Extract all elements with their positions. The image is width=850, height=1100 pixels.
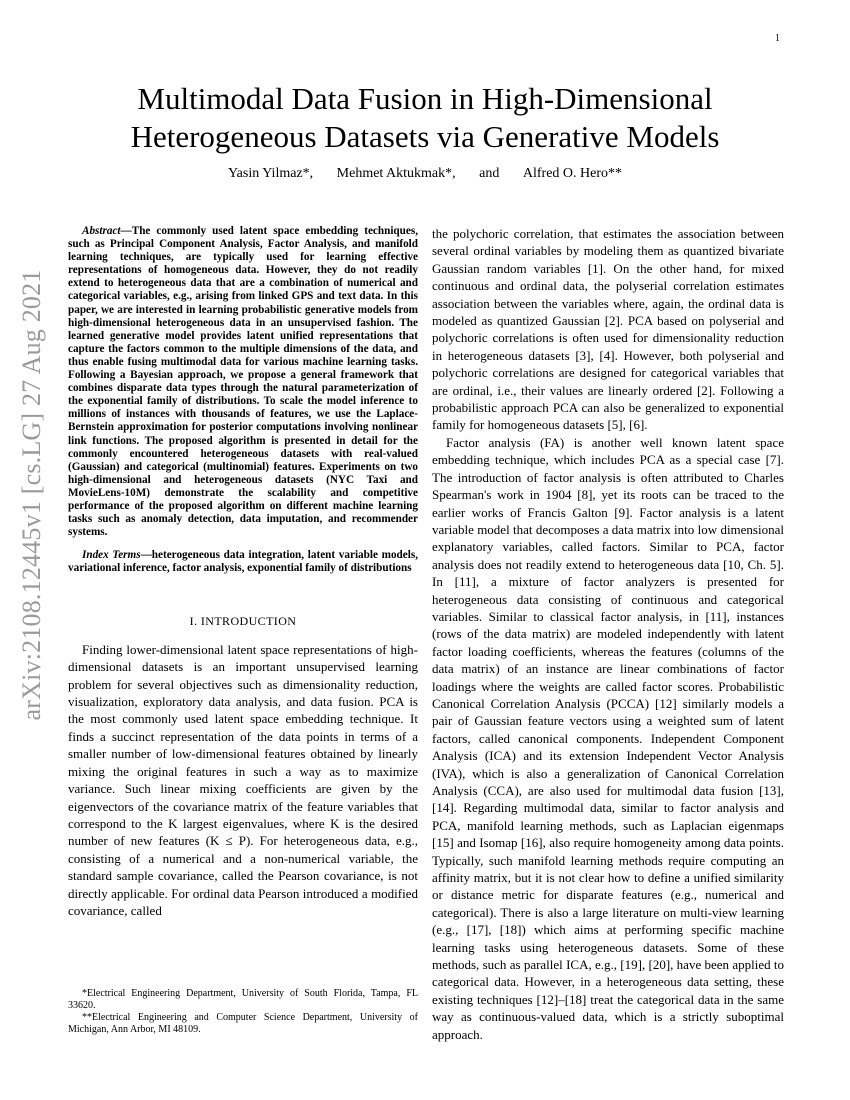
left-column	[68, 225, 418, 919]
page-number: 1	[775, 33, 780, 44]
author-conjunction: and	[479, 166, 500, 181]
title-line-1: Multimodal Data Fusion in High-Dimensional	[137, 81, 713, 116]
author-list	[0, 166, 850, 182]
footnote-1: *Electrical Engineering Department, University of South Florida, Tampa, FL 33620.	[68, 988, 418, 1011]
right-column	[432, 225, 784, 1043]
abstract	[68, 225, 418, 539]
footnote-2: **Electrical Engineering and Computer Science Department, University of Michigan, Ann Arbor, MI 48109.	[68, 1012, 418, 1035]
section-heading: I. INTRODUCTION	[189, 614, 297, 629]
author-1: Yasin Yilmaz*,	[227, 166, 314, 181]
arxiv-stamp: arXiv:2108.12445v1 [cs.LG] 27 Aug 2021	[17, 269, 46, 721]
paper-title	[0, 80, 850, 156]
index-terms-label: Index Terms	[82, 549, 141, 562]
footnotes	[68, 988, 418, 1036]
author-2: Mehmet Aktukmak*,	[336, 166, 456, 181]
author-3: Alfred O. Hero**	[522, 166, 623, 181]
arxiv-stamp-area	[2, 269, 62, 721]
title-line-2: Heterogeneous Datasets via Generative Models	[130, 119, 720, 154]
body-paragraph-1: the polychoric correlation, that estimates the association between several ordinal variables by modeling them as quantized bivariate Gaussian random variables [1]. On the other hand, for mixed continuous and ordinal data, the polyserial correlation estimates association between the variables where, again, the ordinal data is modeled as quantized Gaussian [2]. PCA based on polyserial and polychoric correlations is often used for dimensionality reduction in heterogeneous datasets [3], [4]. However, both polyserial and polychoric correlations are designed for categorical variables that are ordinal, i.e., their values are linearly ordered [2]. Following a probabilistic approach PCA can also be generalized to exponential family for homogeneous datasets [5], [6].	[432, 226, 784, 433]
index-terms	[68, 549, 418, 575]
abstract-text: —The commonly used latent space embedding techniques, such as Principal Component Analysis, Factor Analysis, and manifold learning techniques, are typically used for learning effective representations of homogeneous data. However, they do not readily extend to heterogeneous data that are a combination of numerical and categorical variables, e.g., arising from linked GPS and text data. In this paper, we are interested in learning probabilistic generative models from high-dimensional heterogeneous data in an unsupervised fashion. The learned generative model provides latent unified representations that capture the factors common to the multiple dimensions of the data, and thus enable fusing multimodal data for various machine learning tasks. Following a Bayesian approach, we propose a general framework that combines disparate data types through the natural parameterization of the exponential family of distributions. To scale the model inference to millions of instances with thousands of features, we use the Laplace-Bernstein approximation for posterior computations involving nonlinear link functions. The proposed algorithm is presented in detail for the commonly encountered heterogeneous datasets with real-valued (Gaussian) and categorical (multinomial) features. Experiments on two high-dimensional and heterogeneous datasets (NYC Taxi and MovieLens-10M) demonstrate the scalability and competitive performance of the proposed algorithm on different machine learning tasks such as anomaly detection, data imputation, and recommender systems.	[68, 225, 418, 539]
intro-paragraph: Finding lower-dimensional latent space representations of high-dimensional datasets is an important unsupervised learning problem for several objectives such as dimensionality reduction, visualization, exploratory data analysis, and data fusion. PCA is the most commonly used latent space embedding technique. It finds a succinct representation of the data points in terms of a smaller number of low-dimensional features obtained by linearly mixing the original features in such a way as to maximize variance. Such linear mixing coefficients are given by the eigenvectors of the covariance matrix of the feature variables that correspond to the K largest eigenvalues, where K is the desired number of new features (K ≤ P). For heterogeneous data, e.g., consisting of a numerical and a non-numerical variable, the standard sample covariance, called the Pearson covariance, is not directly applicable. For ordinal data Pearson introduced a modified covariance, called	[68, 641, 418, 918]
index-terms-text: —heterogeneous data integration, latent variable models, variational inference, factor analysis, exponential family of distributions	[68, 549, 418, 575]
body-paragraph-2: Factor analysis (FA) is another well known latent space embedding technique, which includes PCA as a special case [7]. The introduction of factor analysis is often attributed to Charles Spearman's work in 1904 [8], yet its roots can be traced to the earlier works of Francis Galton [9]. Factor analysis is a latent variable model that decomposes a data matrix into low dimensional explanatory variables, called factors. Similar to PCA, factor analysis does not readily extend to heterogeneous data [10, Ch. 5]. In [11], a mixture of factor analyzers is presented for heterogeneous data consisting of continuous and categorical variables. Similar to classical factor analysis, in [11], instances (rows of the data matrix) are modeled independently with latent factor loading coefficients, whereas the features (columns of the data matrix) of an instance are linear combinations of factor loadings where the weights are called factor scores. Probabilistic Canonical Correlation Analysis (PCCA) [12] similarly models a pair of Gaussian feature vectors using a weighted sum of latent factors, called canonical components. Independent Component Analysis (ICA) and its extension Independent Vector Analysis (IVA), which is also a generalization of Canonical Correlation Analysis (CCA), are also used for multimodal data fusion [13], [14]. Regarding multimodal data, similar to factor analysis and PCA, manifold learning methods, such as Laplacian eigenmaps [15] and Isomap [16], also require homogeneity among data points. Typically, such manifold learning methods require computing an affinity matrix, but it is not clear how to define a unified similarity or distance metric for disparate features (e.g., numerical and categorical). There is also a large literature on multi-view learning (e.g., [17], [18]) which aims at performing specific machine learning tasks using heterogeneous datasets. Some of these methods, such as parallel ICA, e.g., [19], [20], have been applied to categorical data. However, in a heterogeneous data setting, these existing techniques [12]–[18] treat the categorical data in the same way as continuous-valued data, which is a strictly suboptimal approach.	[432, 434, 784, 1042]
abstract-label: Abstract	[82, 225, 121, 237]
